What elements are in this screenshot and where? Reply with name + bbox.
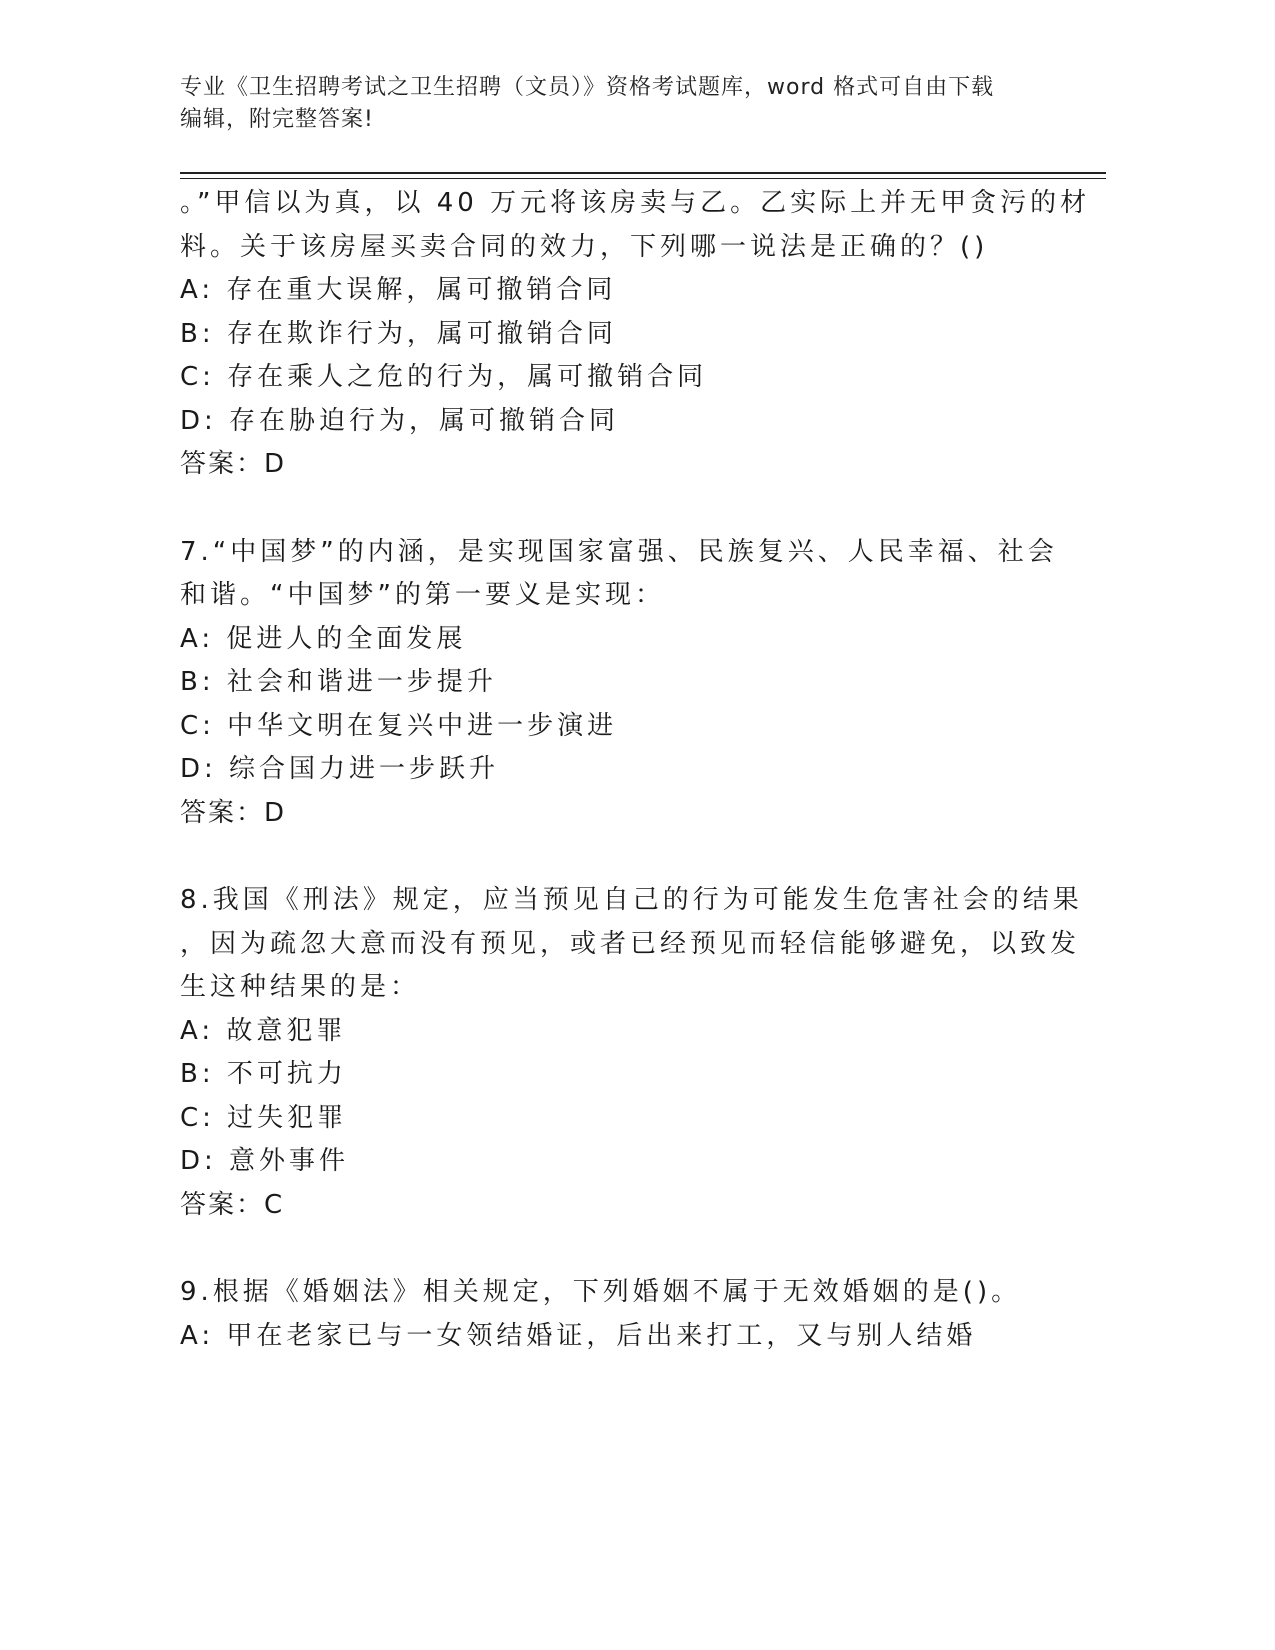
answer-label: 答案：D bbox=[180, 449, 287, 479]
option-d: D: 综合国力进一步跃升 bbox=[180, 754, 500, 784]
question-text-line: ，因为疏忽大意而没有预见，或者已经预见而轻信能够避免，以致发 bbox=[180, 928, 1081, 959]
option-c: C: 存在乘人之危的行为，属可撤销合同 bbox=[180, 362, 708, 392]
question-text-line: 7.“中国梦”的内涵，是实现国家富强、民族复兴、人民幸福、社会 bbox=[180, 536, 1058, 567]
option-d: D: 存在胁迫行为，属可撤销合同 bbox=[180, 405, 620, 436]
option-c: C: 中华文明在复兴中进一步演进 bbox=[180, 710, 618, 741]
option-b: B: 社会和谐进一步提升 bbox=[180, 667, 497, 697]
document-header bbox=[180, 72, 1080, 136]
document-body bbox=[180, 182, 1091, 1358]
question-text-line: 8.我国《刑法》规定，应当预见自己的行为可能发生危害社会的结果 bbox=[180, 885, 1083, 915]
question-text-line: 和谐。“中国梦”的第一要义是实现： bbox=[180, 580, 665, 610]
question-text-line: 料。关于该房屋买卖合同的效力，下列哪一说法是正确的？() bbox=[180, 231, 989, 262]
option-a: A: 存在重大误解，属可撤销合同 bbox=[180, 275, 617, 305]
spacer bbox=[180, 487, 1040, 531]
spacer bbox=[180, 835, 1040, 879]
question-text-line: 生这种结果的是： bbox=[180, 972, 421, 1002]
answer-label: 答案：C bbox=[180, 1189, 285, 1220]
question-9 bbox=[180, 1271, 1040, 1358]
header-divider-thin bbox=[180, 178, 1106, 179]
option-d: D: 意外事件 bbox=[180, 1146, 350, 1176]
header-line-1: 专业《卫生招聘考试之卫生招聘（文员）》资格考试题库，word 格式可自由下载 bbox=[180, 75, 995, 100]
option-a: A: 故意犯罪 bbox=[180, 1015, 347, 1046]
option-a: A: 促进人的全面发展 bbox=[180, 623, 467, 654]
header-divider-thick bbox=[180, 172, 1106, 174]
question-6 bbox=[180, 182, 1091, 487]
answer-label: 答案：D bbox=[180, 797, 287, 828]
question-8 bbox=[180, 879, 1083, 1227]
option-b: B: 不可抗力 bbox=[180, 1059, 347, 1089]
option-a: A: 甲在老家已与一女领结婚证，后出来打工，又与别人结婚 bbox=[180, 1320, 977, 1351]
option-c: C: 过失犯罪 bbox=[180, 1102, 348, 1133]
option-b: B: 存在欺诈行为，属可撤销合同 bbox=[180, 318, 617, 349]
spacer bbox=[180, 1227, 1040, 1271]
question-text-line: 。”甲信以为真，以 40 万元将该房卖与乙。乙实际上并无甲贪污的材 bbox=[180, 188, 1091, 218]
question-7 bbox=[180, 531, 1058, 836]
header-line-2: 编辑，附完整答案! bbox=[180, 107, 374, 132]
question-text-line: 9.根据《婚姻法》相关规定，下列婚姻不属于无效婚姻的是()。 bbox=[180, 1277, 1022, 1307]
